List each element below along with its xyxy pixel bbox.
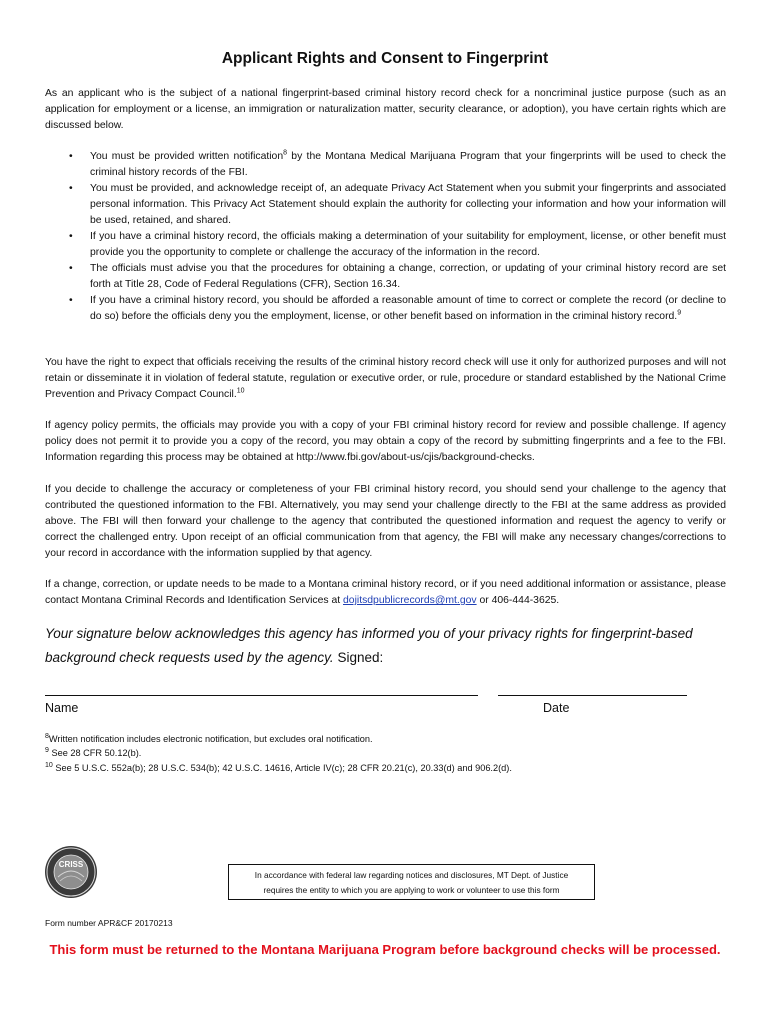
agency-policy-paragraph: If agency policy permits, the officials may provide you with a copy of your FBI criminal history record for review and possible challenge. If agency policy does not permit it to provide you a copy of the record, you may obtain a copy of the record by submitting fingerprints and a fee to the FBI. Information regarding this process may be obtained at http://www.fbi.gov/about-us/cjis/background-checks.: [45, 420, 726, 463]
name-label: Name: [45, 701, 79, 715]
contact-paragraph: If a change, correction, or update needs to be made to a Montana criminal history record, or if you need additional information or assistance, please contact Montana Criminal Records and Identification Services at dojitsdpublicrecords@mt.gov or 406-444-3625.: [45, 579, 726, 606]
authorized-use-paragraph: You have the right to expect that officials receiving the results of the criminal history record check will use it only for authorized purposes and will not retain or disseminate it in violation of federal statute, regulation or executive order, or rule, procedure or standard established by the National Crime Prevention and Privacy Compact Council.$^{10}$: [45, 357, 726, 400]
rights-item-procedures: • The officials must advise you that the procedures for obtaining a change, correction, or updating of your criminal history record are set forth at Title 28, Code of Federal Regulations (CFR), Section 16.34.: [69, 263, 726, 290]
date-label: Date: [543, 701, 570, 715]
bullet: •: [69, 231, 73, 242]
bullet: •: [69, 295, 73, 306]
notice-line-2: requires the entity to which you are applying to work or volunteer to use this form: [263, 885, 560, 895]
return-instruction: This form must be returned to the Montana Marijuana Program before background checks will be processed.: [49, 942, 721, 957]
form-number: Form number APR&CF 20170213: [45, 918, 173, 928]
page-title: Applicant Rights and Consent to Fingerprint: [221, 50, 549, 67]
bullet: •: [69, 263, 73, 274]
footnote-8: $^8$Written notification includes electronic notification, but excludes oral notification.: [45, 732, 373, 744]
name-signature-line[interactable]: [45, 695, 478, 696]
footnote-10: $^{10}$ See 5 U.S.C. 552a(b); 28 U.S.C. 534(b); 42 U.S.C. 14616, Article IV(c); 28 CFR 20.21(c), 20.33(d) and 906.2(d).: [45, 761, 512, 773]
bullet: •: [69, 183, 73, 194]
criss-seal-logo: [44, 845, 98, 899]
contact-email-link[interactable]: dojitsdpublicrecords@mt.gov: [343, 595, 477, 606]
challenge-paragraph: If you decide to challenge the accuracy or completeness of your FBI criminal history record, you should send your challenge to the agency that contributed the questioned information to the FBI. Alternatively, you may send your challenge directly to the FBI at the same address as provided above. The FBI will then forward your challenge to the agency that contributed the questioned information and request the agency to verify or correct the challenged entry. Upon receipt of an official communication from that agency, the FBI will make any necessary changes/corrections to your record in accordance with the information supplied by that agency.: [45, 484, 726, 559]
rights-item-notification: • You must be provided written notification$^8$ by the Montana Medical Marijuana Program that your fingerprints will be used to check the criminal history records of the FBI.: [69, 149, 726, 178]
footnote-9: $^9$ See 28 CFR 50.12(b).: [45, 746, 142, 758]
bullet: •: [69, 151, 73, 162]
date-signature-line[interactable]: [498, 695, 687, 696]
seal-text: CRISS: [58, 860, 84, 869]
rights-item-challenge-opportunity: • If you have a criminal history record, the officials making a determination of your suitability for employment, license, or other benefit must provide you the opportunity to complete or challenge the accuracy of the information in the record.: [69, 231, 726, 258]
rights-item-correction-time: • If you have a criminal history record, you should be afforded a reasonable amount of time to correct or complete the record (or decline to do so) before the officials deny you the employment, license, or other benefit based on information in the criminal history record.$^9$: [69, 295, 726, 322]
federal-law-notice-box: [228, 864, 595, 900]
notice-line-1: In accordance with federal law regarding notices and disclosures, MT Dept. of Justice: [254, 870, 569, 880]
intro-paragraph: As an applicant who is the subject of a national fingerprint-based criminal history record check for a noncriminal justice purpose (such as an application for employment or a license, an immigration or naturalization matter, security clearance, or adoption), you have certain rights which are discussed below.: [45, 88, 726, 131]
rights-item-privacy-act: • You must be provided, and acknowledge receipt of, an adequate Privacy Act Statement when you submit your fingerprints and associated personal information. This Privacy Act Statement should explain the authority for collecting your information and how your information will be used, retained, and shared.: [69, 183, 726, 226]
signature-statement: Your signature below acknowledges this agency has informed you of your privacy rights for fingerprint-based background check requests used by the agency. Signed:: [45, 626, 693, 665]
rights-list: [45, 149, 726, 325]
